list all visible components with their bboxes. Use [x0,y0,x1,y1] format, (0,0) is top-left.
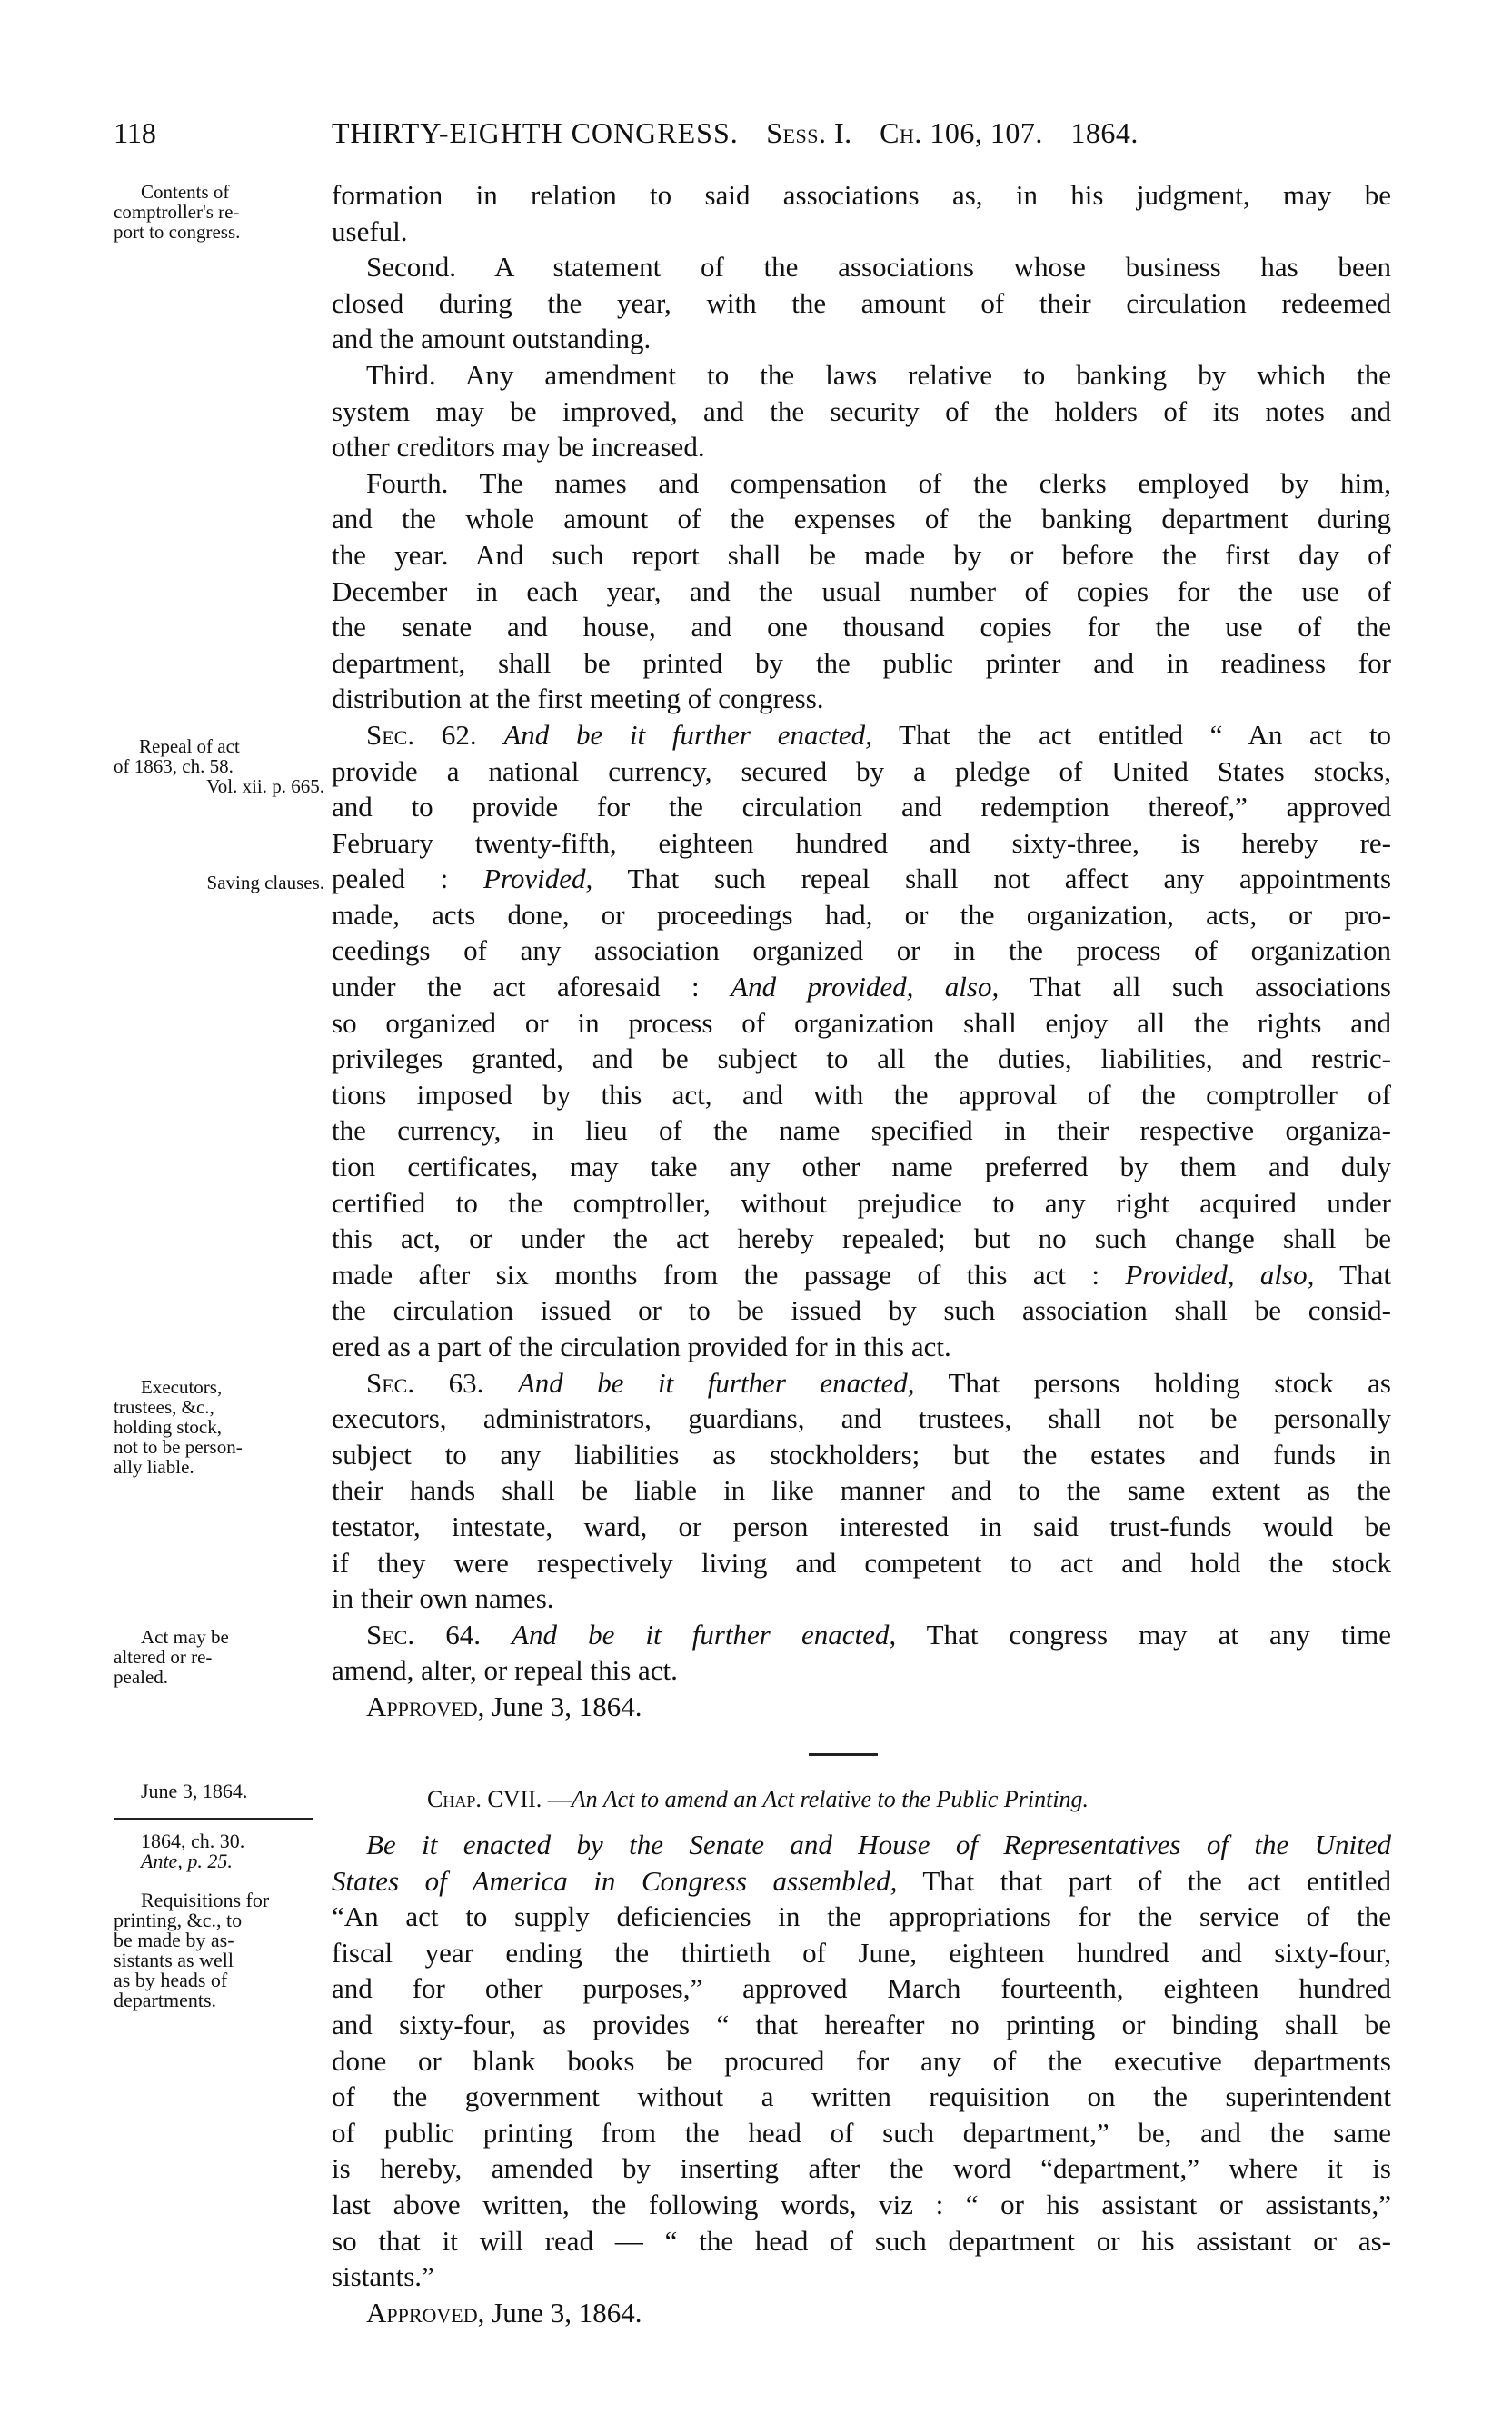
margin-note-line: as by heads of [114,1969,228,1991]
sec64-first-line [332,1617,1391,1653]
margin-note-line: sistants as well [114,1949,234,1971]
text-line: tions imposed by this act, and with the approval of the comptroller of [332,1078,1391,1111]
section-label: Sec. 63. [366,1366,484,1399]
chapter-label: Chap. CVII. [427,1786,542,1812]
section-label: Sec. 62. [366,718,477,751]
margin-note-requisitions [114,1890,324,2010]
dash: — [547,1786,572,1812]
text-fragment: That [1339,1258,1391,1291]
enacting-phrase: And be it further enacted, [503,718,872,751]
text-line: amend, alter, or repeal this act. [332,1654,678,1687]
sec62-first-line [332,717,1391,753]
margin-note-date [114,1781,352,1801]
margin-note-line: Repeal of act [139,735,240,757]
text-line: the year. And such report shall be made by or before the first day of [332,538,1391,571]
text-line: ceedings of any association organized or in the process of organization [332,934,1391,967]
text-line: Third. Any amendment to the laws relative to banking by which the [366,358,1391,391]
margin-note-line: trustees, &c., [114,1396,214,1418]
margin-note-line: Act may be [141,1626,229,1648]
text-fragment: That that part of the act entitled [922,1864,1391,1897]
margin-note-line: comptroller's re- [114,201,240,223]
margin-note-line: printing, &c., to [114,1909,243,1931]
margin-note-line: pealed. [114,1666,169,1688]
margin-note-line: of 1863, ch. 58. [114,755,234,777]
text-line: Second. A statement of the associations whose business has been [366,251,1391,284]
text-line: distribution at the first meeting of congress. [332,683,824,715]
enacting-clause: States of America in Congress assembled, [332,1864,898,1897]
text-line: if they were respectively living and competent to act and hold the stock [332,1546,1391,1579]
text-fragment: pealed : [332,863,449,895]
enacting-clause: Be it enacted by the Senate and House of Representatives of the United [366,1829,1391,1860]
text-line: department, shall be printed by the public printer and in readiness for [332,646,1391,679]
text-fragment: That persons holding stock as [948,1366,1391,1399]
text-line: done or blank books be procured for any of the executive departments [332,2044,1391,2077]
proviso: Provided, [483,863,593,895]
margin-note-line: Saving clauses. [206,872,324,893]
margin-note-line: departments. [114,1989,217,2011]
text-line [332,969,1391,1005]
text-line: the circulation issued or to be issued by such association shall be consid- [332,1294,1391,1327]
text-line: is hereby, amended by inserting after the word “department,” where it is [332,2152,1391,2185]
approved-date: June 3, 1864. [492,2296,642,2329]
header-year: 1864. [1070,116,1139,149]
text-fragment: under the act aforesaid : [332,971,700,1003]
margin-note-line: Vol. xii. p. 665. [206,775,324,797]
text-line [332,861,1391,897]
approved-label: Approved, [366,1690,485,1722]
enacting-phrase: And be it further enacted, [517,1366,915,1399]
body-text-chap107 [332,1827,1391,2330]
text-line: ered as a part of the circulation provided for in this act. [332,1331,951,1362]
text-fragment: That congress may at any time [926,1618,1391,1651]
text-line: February twenty-fifth, eighteen hundred and sixty-three, is hereby re- [332,826,1391,859]
running-header [114,116,1390,156]
section-divider [809,1753,878,1756]
text-line: tion certificates, may take any other name preferred by them and duly [332,1151,1391,1183]
chapter-range: Ch. 106, 107. [880,116,1043,149]
text-line: their hands shall be liable in like manner and to the same extent as the [332,1474,1391,1507]
text-line: made, acts done, or proceedings had, or the organization, acts, or pro- [332,898,1391,931]
approved-line-1 [332,1689,1391,1725]
margin-note-line: Executors, [141,1376,223,1398]
margin-note-alter [114,1627,324,1687]
text-line: of the government without a written requisition on the superintendent [332,2080,1391,2113]
margin-divider [114,1818,313,1820]
text-line: and for other purposes,” approved March fourteenth, eighteen hundred [332,1972,1391,2005]
text-line: so that it will read — “ the head of such department or his assistant or as- [332,2224,1391,2257]
margin-note-saving [114,873,324,893]
margin-note-executors [114,1377,324,1477]
text-line: executors, administrators, guardians, and trustees, shall not be personally [332,1402,1391,1435]
proviso: And provided, also, [731,971,1000,1003]
text-line: and to provide for the circulation and redemption thereof,” approved [332,791,1391,823]
text-line: certified to the comptroller, without prejudice to any right acquired under [332,1186,1391,1219]
margin-note-line: Contents of [141,181,230,203]
page-number: 118 [114,116,156,149]
text-line: closed during the year, with the amount of their circulation redeemed [332,286,1391,319]
text-line: the currency, in lieu of the name specified in their respective organiza- [332,1114,1391,1147]
text-fragment: That such repeal shall not affect any appointments [627,863,1392,895]
text-line: in their own names. [332,1582,554,1615]
margin-note-line: Ante, p. 25. [141,1850,233,1872]
section-label: Sec. 64. [366,1618,481,1651]
text-line: and the whole amount of the expenses of the banking department during [332,503,1391,535]
margin-note-line: port to congress. [114,221,241,243]
text-line: of public printing from the head of such department,” be, and the same [332,2116,1391,2149]
margin-note-line: June 3, 1864. [141,1780,248,1802]
text-line: this act, or under the act hereby repealed; but no such change shall be [332,1222,1391,1255]
margin-note-contents [114,182,324,242]
chapter-heading [427,1786,1089,1813]
text-line: system may be improved, and the security of the holders of its notes and [332,394,1391,427]
text-line: and sixty-four, as provides “ that hereafter no printing or binding shall be [332,2008,1391,2040]
margin-note-line: holding stock, [114,1416,222,1438]
text-line: and the amount outstanding. [332,323,652,355]
margin-note-line: not to be person- [114,1436,243,1458]
margin-note-line: altered or re- [114,1646,213,1668]
running-title [332,116,1139,150]
text-line: last above written, the following words, viz : “ or his assistant or assistants,” [332,2188,1391,2220]
text-fragment: made after six months from the passage of this act : [332,1258,1099,1291]
text-line: testator, intestate, ward, or person interested in said trust-funds would be [332,1510,1391,1542]
text-line [332,1257,1391,1293]
text-line: provide a national currency, secured by a pledge of United States stocks, [332,754,1391,787]
text-line: sistants.” [332,2260,434,2293]
margin-note-ante [114,1831,352,1871]
text-line: subject to any liabilities as stockholders; but the estates and funds in [332,1438,1391,1471]
text-line: privileges granted, and be subject to all the duties, liabilities, and restric- [332,1042,1391,1075]
text-line: December in each year, and the usual number of copies for the use of [332,574,1391,607]
margin-note-line: ally liable. [114,1456,194,1478]
approved-label: Approved, [366,2296,485,2329]
sec63-first-line [332,1365,1391,1402]
enacting-phrase: And be it further enacted, [512,1618,897,1651]
text-line [332,1863,1391,1900]
session-label: Sess. I. [766,116,852,149]
text-line: so organized or in process of organization shall enjoy all the rights and [332,1006,1391,1039]
margin-note-line: Requisitions for [141,1889,270,1911]
margin-note-line: 1864, ch. 30. [141,1830,245,1852]
chapter-title: An Act to amend an Act relative to the Public Printing. [571,1786,1089,1812]
text-line: useful. [332,214,408,247]
text-line: the senate and house, and one thousand copies for the use of the [332,611,1391,643]
text-line: formation in relation to said associations as, in his judgment, may be [332,179,1391,211]
text-fragment: That the act entitled “ An act to [899,718,1391,751]
text-line: other creditors may be increased. [332,431,705,464]
text-line: Fourth. The names and compensation of the clerks employed by him, [366,466,1391,499]
text-fragment: That all such associations [1030,971,1391,1003]
margin-note-repeal [114,736,324,796]
congress-title: THIRTY-EIGHTH CONGRESS. [332,116,739,149]
margin-note-line: be made by as- [114,1929,234,1951]
text-line: fiscal year ending the thirtieth of June, eighteen hundred and sixty-four, [332,1936,1391,1969]
proviso: Provided, also, [1125,1258,1315,1291]
approved-date: June 3, 1864. [492,1690,642,1722]
text-line: “An act to supply deficiencies in the appropriations for the service of the [332,1900,1391,1933]
approved-line-2 [332,2295,1391,2331]
body-text-chap106 [332,177,1391,1725]
